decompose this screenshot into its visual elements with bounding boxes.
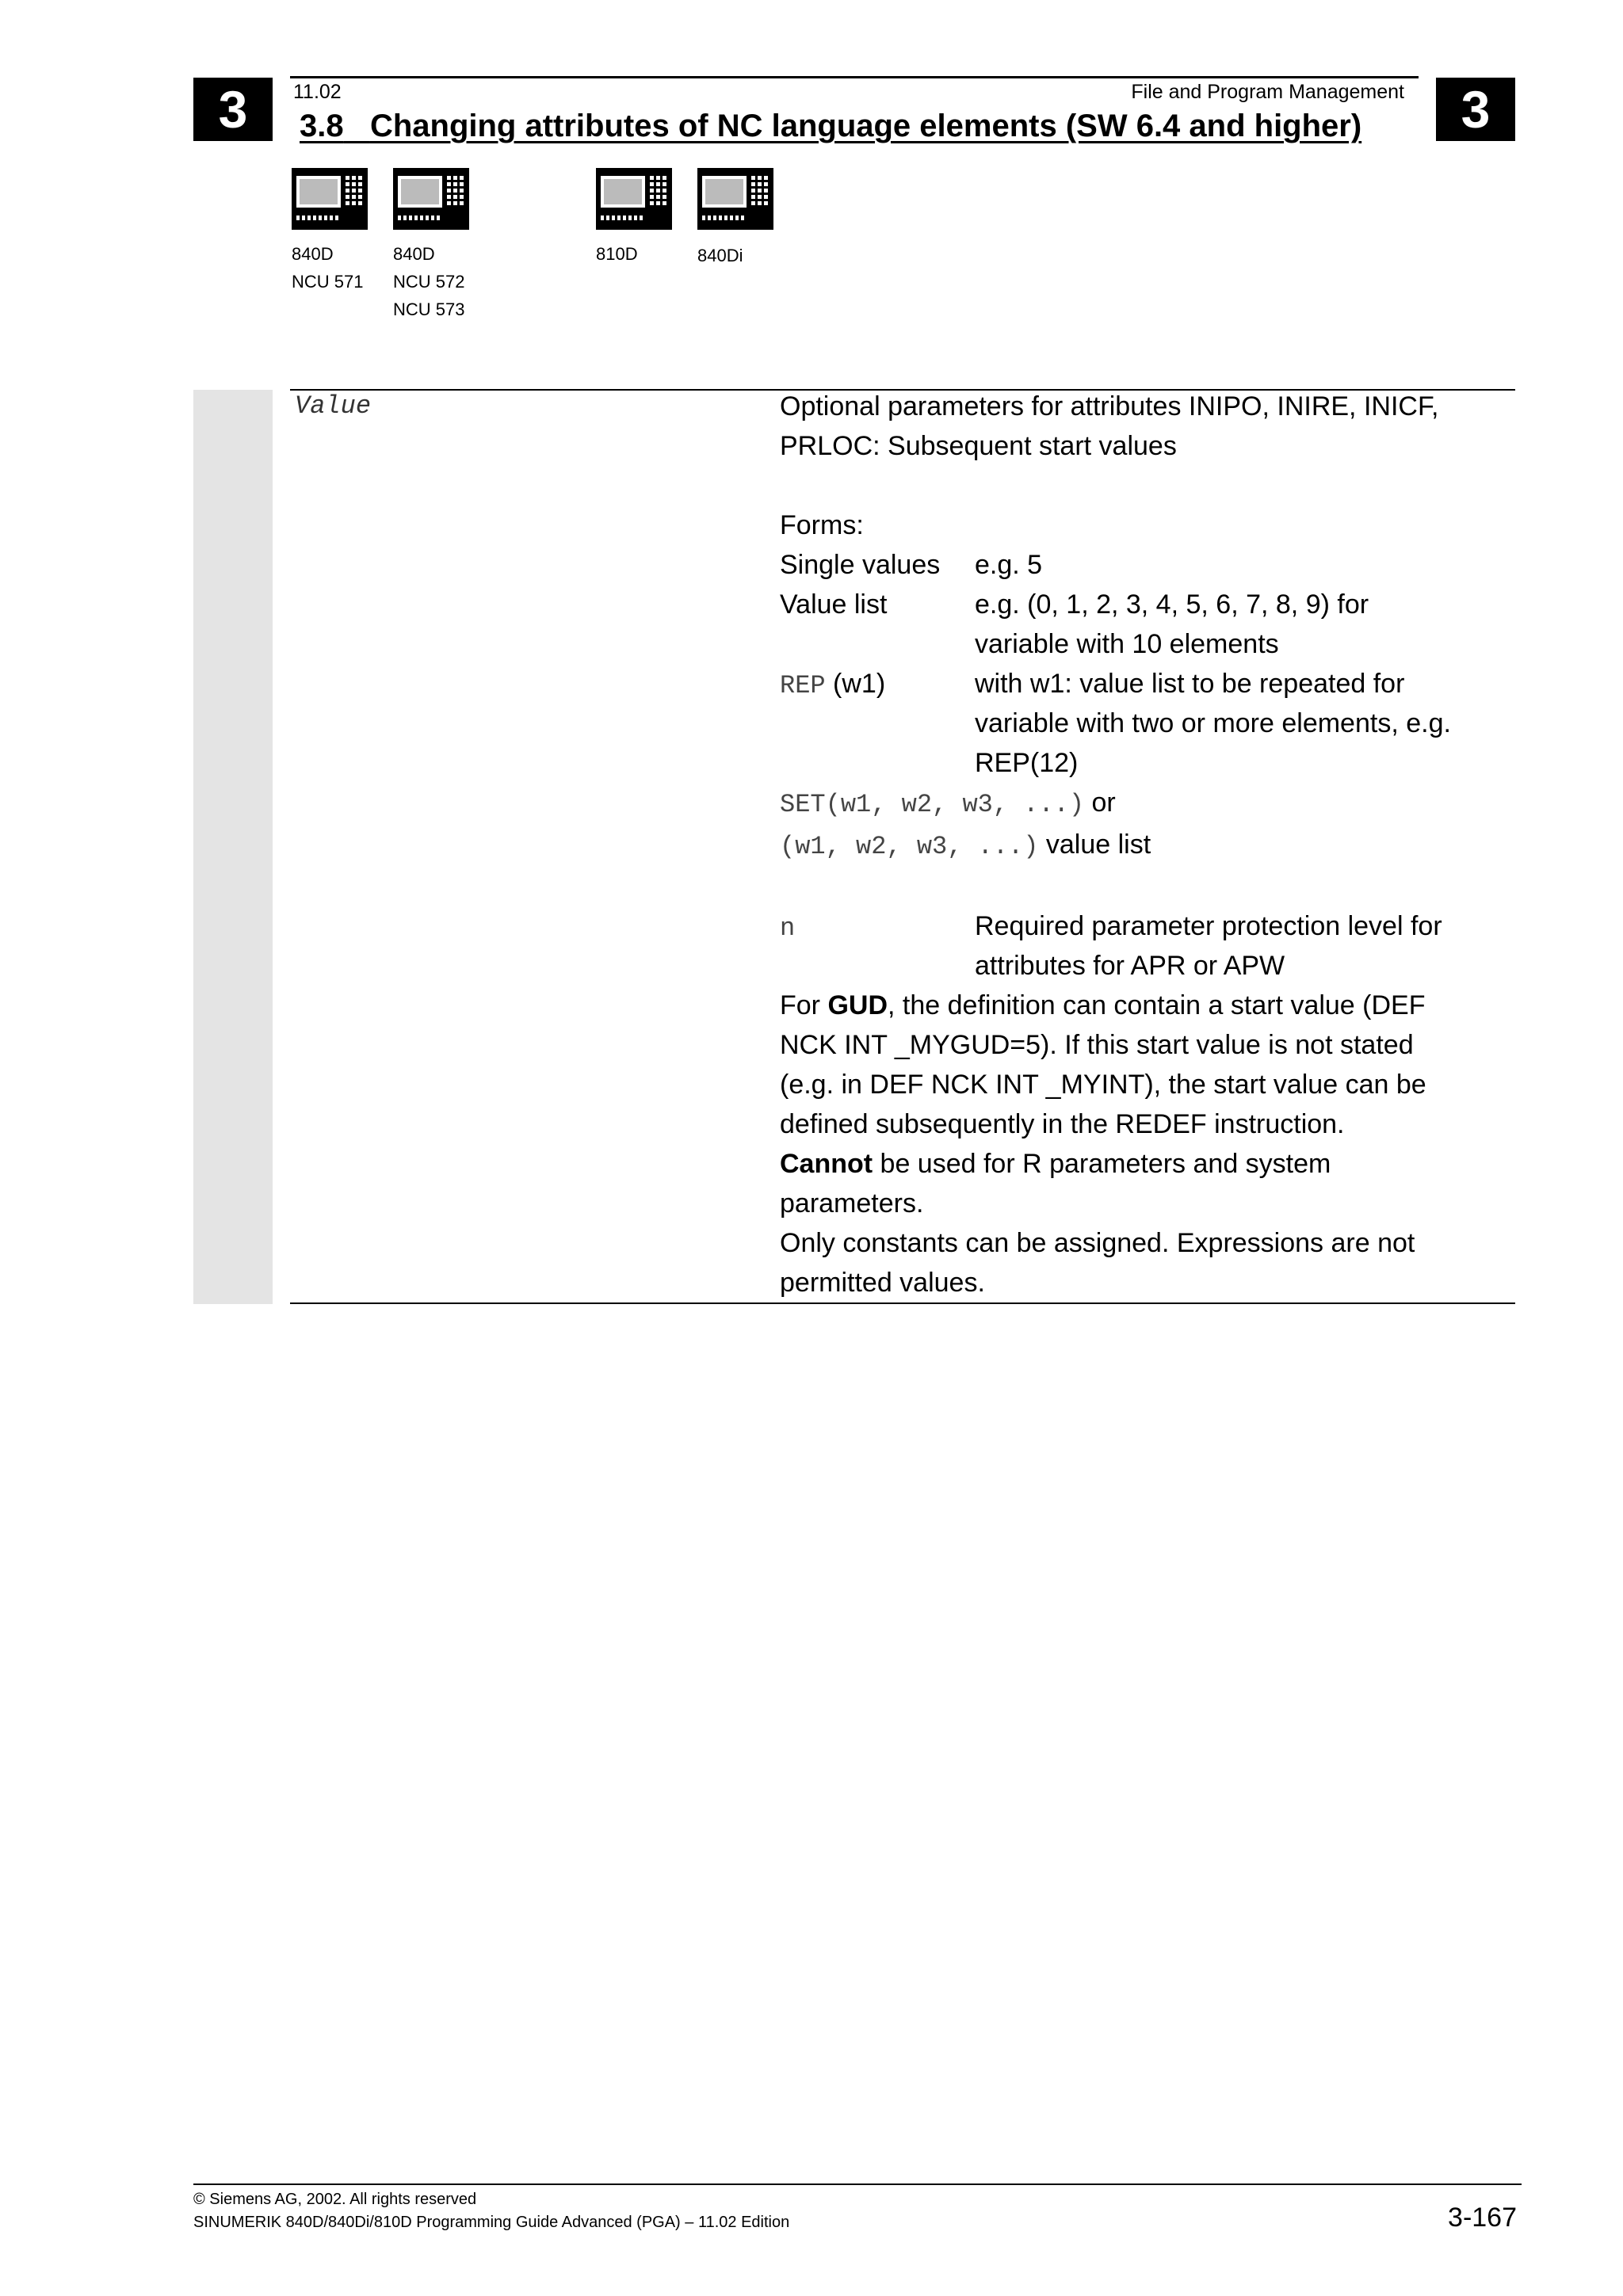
controller-label: 840Di — [697, 246, 743, 265]
forms-label: Forms: — [780, 510, 864, 540]
table-bottom-rule — [290, 1302, 1515, 1304]
cannot-line: parameters. — [780, 1188, 924, 1219]
controller-840di — [697, 168, 773, 269]
form-row-single: Single values e.g. 5 — [780, 550, 1043, 580]
chapter-number: 3 — [218, 80, 248, 139]
controller-panel-icon — [393, 168, 469, 230]
header-top-rule — [290, 76, 1419, 78]
chapter-number-box-left — [193, 78, 273, 141]
controller-label: 840D NCU 571 — [292, 244, 364, 292]
controller-panel-icon — [292, 168, 368, 230]
header-version: 11.02 — [293, 81, 342, 103]
form-row-set: SET(w1, w2, w3, ...) or — [780, 788, 1116, 819]
parameter-name: Value — [295, 391, 372, 421]
controller-panel-icon — [596, 168, 672, 230]
gud-line: defined subsequently in the REDEF instruction. — [780, 1109, 1345, 1139]
parameter-description — [780, 387, 1451, 1302]
footer-publication: SINUMERIK 840D/840Di/810D Programming Guide Advanced (PGA) – 11.02 Edition — [193, 2214, 790, 2231]
page-number: 3-167 — [1448, 2203, 1517, 2233]
gud-line: NCK INT _MYGUD=5). If this start value is not stated — [780, 1030, 1414, 1060]
controller-label: 810D — [596, 244, 638, 264]
form-row-rep: REP (w1) with w1: value list to be repeated for variable with two or more elements, e.g. REP(12) — [780, 669, 1451, 778]
heading-text: Changing attributes of NC language elements (SW 6.4 and higher) — [369, 109, 1362, 143]
controller-840d-ncu571 — [292, 168, 368, 296]
gud-line: (e.g. in DEF NCK INT _MYINT), the start value can be — [780, 1070, 1426, 1100]
intro-line: Optional parameters for attributes INIPO, INIRE, INICF, — [780, 391, 1439, 421]
margin-gray-bar — [193, 390, 273, 1304]
cannot-line: Cannot be used for R parameters and system — [780, 1149, 1331, 1179]
page-heading — [300, 110, 1361, 142]
controller-810d — [596, 168, 672, 268]
gud-line: For GUD, the definition can contain a start value (DEF — [780, 990, 1426, 1020]
header-section-title: File and Program Management — [1131, 81, 1404, 103]
spacer — [780, 867, 1438, 906]
form-row-n: n Required parameter protection level for attributes for APR or APW — [780, 911, 1442, 981]
heading-number: 3.8 — [300, 109, 344, 143]
constants-line: Only constants can be assigned. Expressions are not — [780, 1228, 1415, 1258]
spacer — [780, 466, 1438, 505]
form-row-list: (w1, w2, w3, ...) value list — [780, 830, 1151, 861]
constants-line: permitted values. — [780, 1268, 985, 1298]
form-row-valuelist: Value list e.g. (0, 1, 2, 3, 4, 5, 6, 7, 8, 9) for variable with 10 elements — [780, 589, 1369, 659]
controller-840d-ncu572-573 — [393, 168, 469, 323]
footer-rule — [193, 2183, 1522, 2185]
footer-copyright: © Siemens AG, 2002. All rights reserved — [193, 2191, 477, 2208]
intro-line: PRLOC: Subsequent start values — [780, 431, 1177, 461]
controller-panel-icon — [697, 168, 773, 230]
chapter-number-box-right — [1436, 78, 1515, 141]
chapter-number: 3 — [1461, 80, 1491, 139]
controller-label: 840D NCU 572 NCU 573 — [393, 244, 465, 319]
